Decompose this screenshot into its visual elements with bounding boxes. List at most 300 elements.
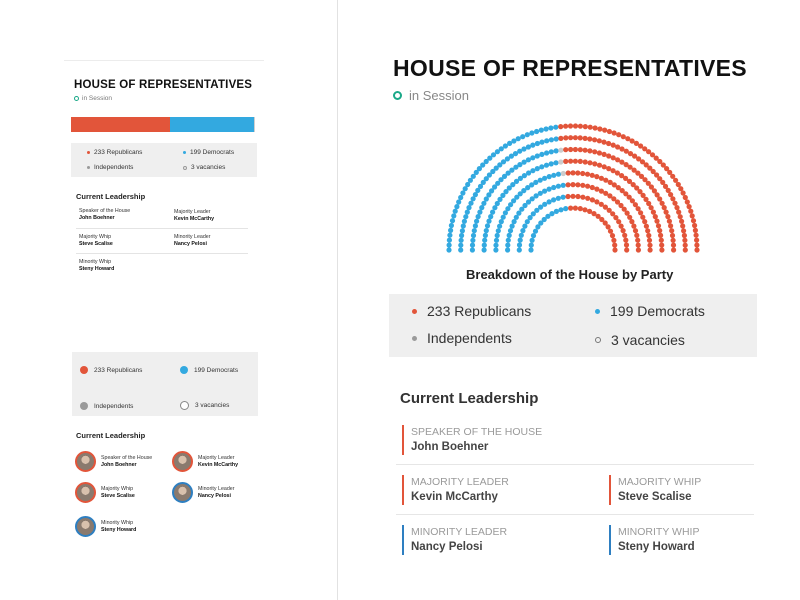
leader-avatar: [75, 482, 96, 503]
seat-dot-democrat: [482, 243, 487, 248]
legend-item-vacancies: [180, 401, 229, 410]
seat-dot-republican: [568, 206, 573, 211]
seat-dot-republican: [592, 161, 597, 166]
seat-dot-republican: [570, 170, 575, 175]
seat-dot-democrat: [535, 153, 540, 158]
session-ring-icon: [74, 96, 79, 101]
seat-dot-republican: [671, 238, 676, 243]
seat-dot-republican: [651, 210, 656, 215]
legend-label: 233 Republicans: [427, 303, 532, 319]
seat-dot-democrat: [460, 228, 465, 233]
seat-dot-democrat: [556, 184, 561, 189]
legend-label: Independents: [94, 402, 134, 410]
seat-dot-democrat: [530, 238, 535, 243]
seat-dot-republican: [624, 242, 629, 247]
seat-dot-democrat: [472, 228, 477, 233]
seat-dot-democrat: [549, 149, 554, 154]
legend-label: 3 vacancies: [611, 332, 685, 348]
seat-dot-democrat: [508, 228, 513, 233]
seat-dot-republican: [575, 182, 580, 187]
seat-dot-democrat: [456, 199, 461, 204]
page-title: HOUSE OF REPRESENTATIVES: [393, 55, 747, 81]
avatar-leader-speaker: [75, 451, 152, 472]
seat-dot-democrat: [554, 209, 559, 214]
seat-dot-republican: [588, 125, 593, 130]
seat-dot-democrat: [505, 243, 510, 248]
seat-dot-republican: [565, 194, 570, 199]
seat-dot-republican: [687, 204, 692, 209]
leader-title: Speaker of the House: [101, 454, 153, 461]
seat-dot-republican: [676, 210, 681, 215]
leader-avatar: [172, 482, 193, 503]
seat-dot-democrat: [551, 185, 556, 190]
seat-dot-republican: [582, 207, 587, 212]
seat-dot-democrat: [483, 233, 488, 238]
compact-leader-majority-leader: [174, 209, 214, 223]
seat-dot-democrat: [556, 196, 561, 201]
seat-dot-democrat: [471, 233, 476, 238]
seat-dot-democrat: [529, 243, 534, 248]
seat-dot-republican: [606, 141, 611, 146]
seat-dot-republican: [585, 184, 590, 189]
seat-dot-democrat: [507, 233, 512, 238]
vacancy-ring-icon: [183, 166, 187, 170]
seat-dot-republican: [587, 160, 592, 165]
seat-dot-republican: [622, 233, 627, 238]
seat-dot-republican: [667, 219, 672, 224]
seat-dot-republican: [645, 228, 650, 233]
seat-dot-republican: [573, 123, 578, 128]
seat-dot-republican: [592, 137, 597, 142]
seat-dot-republican: [624, 247, 629, 252]
bar-segment-republicans: [71, 117, 170, 132]
seat-dot-republican: [597, 150, 602, 155]
seat-dot-republican: [678, 214, 683, 219]
seat-dot-democrat: [548, 125, 553, 130]
seat-dot-democrat: [554, 148, 559, 153]
seat-dot-democrat: [530, 143, 535, 148]
seat-dot-republican: [659, 238, 664, 243]
seat-dot-democrat: [484, 228, 489, 233]
seat-dot-republican: [563, 159, 568, 164]
seat-dot-republican: [603, 178, 608, 183]
seat-dot-democrat: [447, 233, 452, 238]
legend-label: 199 Democrats: [190, 149, 235, 156]
seat-dot-democrat: [522, 224, 527, 229]
avatar-leadership-heading: Current Leadership: [76, 431, 146, 440]
leader-minority-leader: [402, 525, 507, 555]
leader-title: Speaker of the House: [79, 208, 131, 214]
session-label: in Session: [409, 88, 469, 103]
compact-session-label: in Session: [82, 95, 112, 102]
leader-name: Nancy Pelosi: [411, 541, 483, 553]
seat-dot-democrat: [533, 180, 538, 185]
seat-dot-democrat: [446, 247, 451, 252]
seat-dot-democrat: [535, 166, 540, 171]
seat-dot-republican: [664, 210, 669, 215]
seat-dot-democrat: [551, 173, 556, 178]
independent-dot-icon: [87, 166, 90, 169]
seat-dot-democrat: [542, 189, 547, 194]
seat-dot-republican: [679, 219, 684, 224]
seat-dot-democrat: [473, 223, 478, 228]
seat-dot-democrat: [465, 210, 470, 215]
seat-dot-democrat: [544, 138, 549, 143]
seat-dot-republican: [594, 199, 599, 204]
seat-dot-democrat: [459, 238, 464, 243]
leader-text: [198, 455, 238, 469]
seat-dot-democrat: [561, 183, 566, 188]
legend-label: 199 Democrats: [610, 303, 705, 319]
seat-dot-republican: [612, 247, 617, 252]
seat-dot-republican: [563, 124, 568, 129]
chart-caption: Breakdown of the House by Party: [466, 267, 674, 282]
seat-dot-republican: [590, 173, 595, 178]
seat-dot-republican: [674, 205, 679, 210]
legend-item-democrats: [595, 303, 705, 319]
seat-dot-democrat: [547, 187, 552, 192]
seat-dot-democrat: [447, 243, 452, 248]
legend-item-vacancies: [595, 332, 685, 348]
seat-dot-democrat: [470, 247, 475, 252]
seat-dot-democrat: [519, 233, 524, 238]
democrat-dot-icon: [180, 366, 188, 374]
seat-dot-democrat: [451, 213, 456, 218]
legend-item-vacancies: [183, 164, 225, 171]
seat-dot-democrat: [448, 228, 453, 233]
leader-title: Majority Whip: [101, 485, 134, 492]
seat-dot-republican: [602, 128, 607, 133]
leader-name: Steve Scalise: [618, 491, 692, 503]
seat-dot-republican: [693, 228, 698, 233]
republican-dot-icon: [412, 309, 417, 314]
seat-dot-vacancy: [558, 148, 563, 153]
seat-dot-democrat: [501, 215, 506, 220]
leader-majority-whip: [609, 475, 701, 505]
seat-dot-republican: [649, 205, 654, 210]
seat-dot-democrat: [549, 161, 554, 166]
leadership-row-divider: [396, 514, 754, 515]
leader-name: Steve Scalise: [101, 492, 135, 499]
seat-dot-republican: [568, 135, 573, 140]
seat-dot-democrat: [463, 214, 468, 219]
compact-row-divider: [76, 253, 248, 254]
seat-dot-republican: [566, 170, 571, 175]
seat-dot-democrat: [496, 228, 501, 233]
seat-dot-republican: [619, 224, 624, 229]
seat-dot-democrat: [544, 150, 549, 155]
seat-dot-republican: [578, 147, 583, 152]
seat-dot-democrat: [556, 172, 561, 177]
seat-dot-democrat: [528, 247, 533, 252]
avatar-leader-minority-whip: [75, 516, 136, 537]
seat-dot-democrat: [458, 243, 463, 248]
democrat-dot-icon: [595, 309, 600, 314]
seat-dot-republican: [573, 206, 578, 211]
legend-label: 233 Republicans: [94, 149, 143, 156]
leader-name: Steny Howard: [101, 526, 137, 533]
seat-dot-democrat: [506, 238, 511, 243]
legend-label: 3 vacancies: [191, 164, 226, 171]
seat-dot-democrat: [549, 211, 554, 216]
seat-dot-republican: [611, 238, 616, 243]
legend-item-republicans: [412, 303, 531, 319]
leader-title: MAJORITY LEADER: [411, 476, 509, 488]
leadership-row-divider: [396, 464, 754, 465]
seat-dot-democrat: [517, 247, 522, 252]
seat-dot-democrat: [554, 136, 559, 141]
seat-dot-republican: [636, 247, 641, 252]
seat-dot-democrat: [539, 140, 544, 145]
seat-dot-democrat: [462, 219, 467, 224]
seat-dot-republican: [682, 233, 687, 238]
seat-dot-republican: [685, 199, 690, 204]
avatar-leader-minority-leader: [172, 482, 235, 503]
independent-dot-icon: [80, 402, 88, 410]
seat-dot-democrat: [517, 242, 522, 247]
avatar-leader-majority-leader: [172, 451, 238, 472]
seat-dot-republican: [607, 129, 612, 134]
leader-name: Steny Howard: [618, 541, 695, 553]
seat-dot-republican: [694, 238, 699, 243]
leader-title: Majority Leader: [198, 454, 235, 461]
seat-dot-republican: [692, 223, 697, 228]
seat-dot-republican: [568, 123, 573, 128]
democrat-dot-icon: [183, 151, 186, 154]
seat-dot-democrat: [470, 243, 475, 248]
seat-dot-republican: [583, 148, 588, 153]
seat-dot-democrat: [493, 247, 498, 252]
leader-name: John Boehner: [411, 441, 489, 453]
leadership-heading: Current Leadership: [400, 390, 539, 407]
seat-dot-republican: [570, 194, 575, 199]
seat-dot-republican: [558, 136, 563, 141]
leader-avatar: [75, 451, 96, 472]
leader-title: Minority Leader: [198, 485, 235, 492]
leader-title: Majority Leader: [174, 209, 211, 215]
seat-dot-democrat: [549, 137, 554, 142]
seat-dot-republican: [606, 153, 611, 158]
seat-dot-democrat: [458, 195, 463, 200]
compact-leadership-heading: Current Leadership: [76, 192, 146, 201]
seat-dot-republican: [590, 197, 595, 202]
bar-segment-democrats: [170, 117, 254, 132]
avatar-leader-majority-whip: [75, 482, 135, 503]
seat-dot-republican: [573, 135, 578, 140]
bar-segment-vacancies: [254, 117, 255, 132]
leader-avatar: [75, 516, 96, 537]
seat-dot-democrat: [474, 219, 479, 224]
seat-dot-democrat: [494, 238, 499, 243]
seat-dot-democrat: [544, 163, 549, 168]
seat-dot-republican: [580, 183, 585, 188]
session-status: [393, 88, 469, 103]
seat-dot-republican: [612, 243, 617, 248]
seat-dot-republican: [654, 219, 659, 224]
seat-dot-democrat: [459, 233, 464, 238]
enlarged-party-legend: [72, 352, 258, 416]
seat-dot-republican: [583, 159, 588, 164]
seat-dot-republican: [644, 224, 649, 229]
seat-dot-democrat: [534, 129, 539, 134]
leader-title: Minority Leader: [174, 234, 211, 240]
seat-dot-republican: [602, 152, 607, 157]
seat-dot-republican: [683, 195, 688, 200]
session-ring-icon: [393, 91, 402, 100]
party-legend: [389, 294, 757, 357]
leader-title: MAJORITY WHIP: [618, 476, 702, 488]
compact-session-status: [74, 95, 112, 102]
seat-dot-republican: [568, 159, 573, 164]
seat-dot-republican: [648, 247, 653, 252]
seat-dot-republican: [656, 223, 661, 228]
seat-dot-republican: [573, 159, 578, 164]
seat-dot-republican: [671, 247, 676, 252]
seat-dot-democrat: [454, 204, 459, 209]
seat-dot-republican: [691, 218, 696, 223]
seat-dot-democrat: [477, 210, 482, 215]
leader-title: Majority Whip: [79, 234, 112, 240]
seat-dot-democrat: [476, 214, 481, 219]
seat-dot-democrat: [458, 247, 463, 252]
seat-dot-republican: [653, 214, 658, 219]
seat-dot-republican: [683, 247, 688, 252]
seat-dot-republican: [670, 233, 675, 238]
leader-majority-leader: [402, 475, 509, 505]
leader-text: [101, 486, 135, 500]
seat-dot-republican: [563, 147, 568, 152]
seat-dot-democrat: [482, 238, 487, 243]
leader-name: John Boehner: [79, 215, 115, 221]
seat-dot-republican: [690, 213, 695, 218]
seat-dot-republican: [587, 148, 592, 153]
seat-dot-republican: [616, 219, 621, 224]
seat-dot-democrat: [530, 155, 535, 160]
seat-dot-republican: [623, 238, 628, 243]
leader-name: Kevin McCarthy: [198, 461, 239, 468]
independent-dot-icon: [412, 336, 417, 341]
seat-dot-republican: [638, 210, 643, 215]
seat-dot-republican: [583, 136, 588, 141]
seat-dot-republican: [671, 243, 676, 248]
leader-title: Minority Whip: [101, 519, 134, 526]
panel-divider: [337, 0, 338, 600]
leader-avatar: [172, 451, 193, 472]
compact-party-legend: [71, 143, 257, 177]
legend-item-republicans: [80, 366, 142, 374]
seat-dot-republican: [642, 219, 647, 224]
seat-dot-democrat: [485, 223, 490, 228]
leader-title: SPEAKER OF THE HOUSE: [411, 426, 543, 438]
seat-dot-republican: [601, 140, 606, 145]
seat-dot-republican: [578, 206, 583, 211]
seat-dot-democrat: [493, 243, 498, 248]
seat-dot-republican: [597, 163, 602, 168]
leader-name: Nancy Pelosi: [198, 492, 231, 499]
legend-label: 199 Democrats: [194, 366, 239, 374]
seat-dot-republican: [578, 159, 583, 164]
seat-dot-republican: [694, 247, 699, 252]
leader-name: Nancy Pelosi: [174, 241, 207, 247]
vacancy-ring-icon: [180, 401, 189, 410]
seat-dot-republican: [694, 233, 699, 238]
seat-dot-republican: [683, 243, 688, 248]
seat-dot-democrat: [518, 238, 523, 243]
seat-dot-democrat: [488, 214, 493, 219]
seat-dot-democrat: [539, 152, 544, 157]
seat-dot-democrat: [544, 126, 549, 131]
leader-name: Kevin McCarthy: [411, 491, 498, 503]
seat-dot-democrat: [539, 128, 544, 133]
seat-dot-democrat: [505, 247, 510, 252]
seat-dot-republican: [575, 170, 580, 175]
seat-dot-democrat: [535, 141, 540, 146]
leader-name: Steve Scalise: [79, 241, 113, 247]
hemicycle-seat-chart: [438, 116, 708, 256]
seat-dot-republican: [573, 147, 578, 152]
seat-dot-republican: [659, 243, 664, 248]
seat-dot-democrat: [520, 134, 525, 139]
seat-dot-republican: [682, 238, 687, 243]
seat-dot-republican: [558, 124, 563, 129]
seat-dot-republican: [668, 223, 673, 228]
seat-dot-vacancy: [561, 171, 566, 176]
seat-dot-democrat: [542, 202, 547, 207]
seat-dot-republican: [580, 195, 585, 200]
legend-item-independents: [87, 164, 133, 171]
seat-dot-republican: [657, 228, 662, 233]
seat-dot-democrat: [490, 210, 495, 215]
seat-dot-republican: [592, 149, 597, 154]
seat-dot-democrat: [539, 164, 544, 169]
seat-dot-democrat: [529, 130, 534, 135]
seat-dot-republican: [590, 185, 595, 190]
seat-dot-republican: [688, 209, 693, 214]
compact-title: HOUSE OF REPRESENTATIVES: [74, 79, 253, 91]
seat-dot-democrat: [558, 207, 563, 212]
compact-house-card: [64, 60, 264, 345]
compact-row-divider: [76, 228, 248, 229]
compact-leader-minority-whip: [79, 259, 114, 273]
seat-dot-republican: [580, 171, 585, 176]
leader-text: [198, 486, 235, 500]
leader-text: [101, 455, 152, 469]
compact-leader-speaker: [79, 208, 130, 222]
seat-dot-republican: [681, 190, 686, 195]
seat-dot-republican: [659, 247, 664, 252]
seat-dot-republican: [594, 187, 599, 192]
seat-dot-democrat: [520, 228, 525, 233]
compact-leader-majority-whip: [79, 234, 113, 248]
leader-minority-whip: [609, 525, 699, 555]
republican-dot-icon: [87, 151, 90, 154]
seat-dot-democrat: [497, 224, 502, 229]
seat-dot-democrat: [495, 233, 500, 238]
leader-title: MINORITY LEADER: [411, 526, 508, 538]
seat-dot-republican: [597, 138, 602, 143]
seat-dot-republican: [568, 147, 573, 152]
leader-text: [101, 520, 136, 534]
seat-dot-democrat: [461, 223, 466, 228]
seat-dot-republican: [662, 205, 667, 210]
seat-dot-republican: [587, 209, 592, 214]
seat-dot-republican: [602, 164, 607, 169]
seat-dot-democrat: [563, 206, 568, 211]
seat-dot-democrat: [470, 238, 475, 243]
party-share-bar: [71, 117, 255, 132]
legend-label: Independents: [94, 164, 134, 171]
seat-dot-republican: [597, 126, 602, 131]
